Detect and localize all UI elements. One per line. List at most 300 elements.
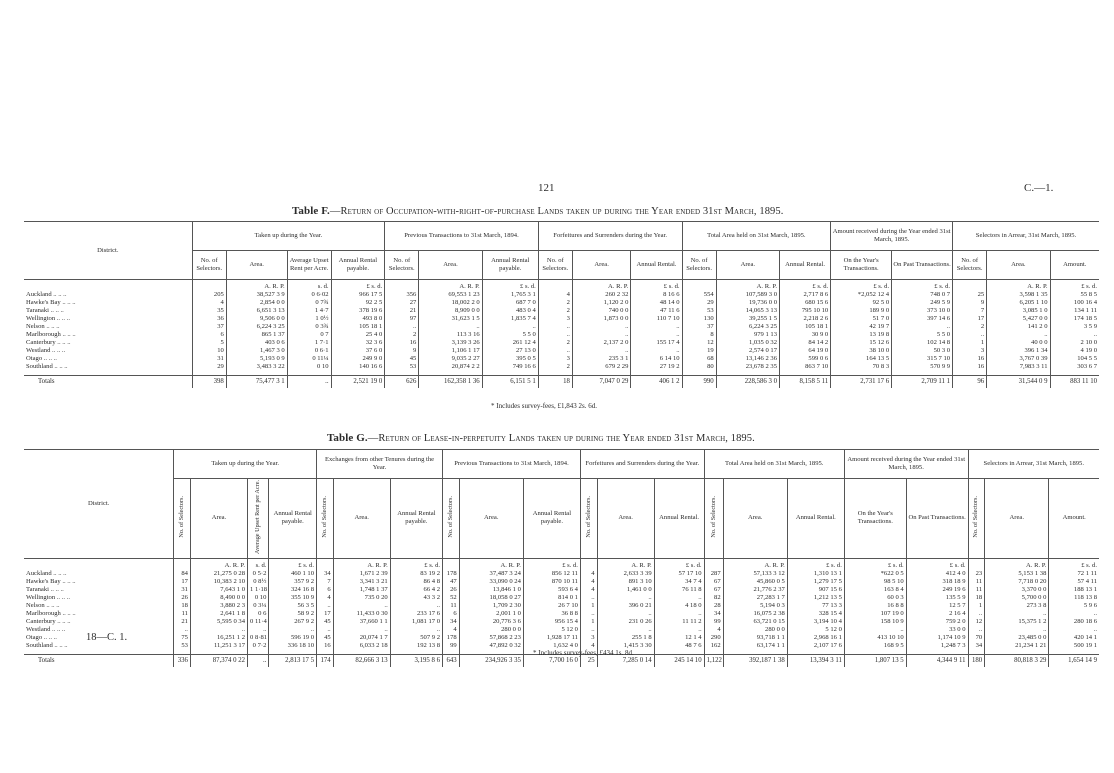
district-name: Canterbury .. .. .. [26, 339, 71, 346]
table-cell: 863 7 10 [780, 363, 831, 376]
column-header [317, 479, 334, 559]
table-cell: 1,035 0 32 [716, 339, 779, 347]
table-cell: 51 7 0 [831, 315, 892, 323]
table-cell: 420 14 1 [1049, 634, 1099, 642]
table-cell: 395 0 5 [482, 355, 538, 363]
table-cell: 2,641 1 8 [190, 610, 247, 618]
district-header: District. [24, 450, 174, 559]
table-cell: 7 [953, 307, 987, 315]
table-cell: 303 6 7 [1050, 363, 1099, 376]
table-cell: 14,065 3 13 [716, 307, 779, 315]
table-cell: 1,835 7 4 [482, 315, 538, 323]
table-cell: 29 [192, 363, 226, 376]
table-cell: 356 [385, 291, 419, 299]
table-cell: 162 [704, 642, 723, 655]
table-cell: 0 10 [287, 363, 331, 376]
totals-cell: .. [287, 376, 331, 389]
table-cell: 77 13 3 [787, 602, 844, 610]
table-cell: 3,767 0 39 [987, 355, 1050, 363]
column-header: On the Year's Transactions. [844, 479, 906, 559]
totals-cell: 990 [682, 376, 716, 389]
column-header: No. of Selectors. [953, 251, 987, 280]
column-header: Annual Rental. [631, 251, 682, 280]
column-header: Annual Rental payable. [269, 479, 317, 559]
table-f-title [292, 205, 784, 217]
totals-cell: 8,158 5 11 [780, 376, 831, 389]
table-row [24, 299, 1099, 307]
district-name: Marlborough .. .. .. [26, 609, 76, 617]
table-cell: 1 [953, 339, 987, 347]
totals-cell: 3,195 8 6 [390, 654, 442, 667]
district-name: Westland .. .. .. [26, 625, 66, 633]
district-name: Auckland .. .. .. [26, 291, 67, 298]
unit-cell [968, 558, 985, 570]
column-header [174, 479, 191, 559]
table-cell: 189 9 0 [831, 307, 892, 315]
table-cell: 36 [192, 315, 226, 323]
table-cell: 8,909 0 0 [419, 307, 482, 315]
table-cell: 57,133 3 12 [723, 570, 787, 578]
district-name: Nelson .. .. .. [26, 323, 60, 330]
table-cell: 3,880 2 3 [190, 602, 247, 610]
table-cell: 2 16 4 [906, 610, 968, 618]
totals-cell: 2,813 17 5 [269, 654, 317, 667]
table-cell: 3,598 1 35 [987, 291, 1050, 299]
table-cell: 856 12 11 [523, 570, 580, 578]
table-cell: .. [654, 626, 704, 634]
table-cell: 0 3¼ [248, 602, 269, 610]
table-cell: 0 11¼ [287, 355, 331, 363]
table-cell: 687 7 0 [482, 299, 538, 307]
unit-cell: A. R. P. [723, 558, 787, 570]
table-cell: 5 5 0 [892, 331, 953, 339]
table-cell: 1,106 1 17 [419, 347, 482, 355]
column-header: Area. [190, 479, 247, 559]
table-cell: 6 [317, 586, 334, 594]
table-cell: 4 [317, 594, 334, 602]
totals-cell: 13,394 3 11 [787, 654, 844, 667]
table-cell: 192 13 8 [390, 642, 442, 655]
district-name: Marlborough .. .. .. [26, 331, 76, 338]
table-cell: 11,251 3 17 [190, 642, 247, 655]
table-cell: 19,736 0 0 [716, 299, 779, 307]
table-cell: .. [1049, 626, 1099, 634]
table-cell: 500 19 1 [1049, 642, 1099, 655]
column-header: Annual Rental. [787, 479, 844, 559]
table-row [24, 610, 1099, 618]
table-cell: .. [580, 610, 597, 618]
table-cell: 158 10 9 [844, 618, 906, 626]
unit-cell: £ s. d. [906, 558, 968, 570]
table-cell: 0 6·1 [287, 347, 331, 355]
group-header: Selectors in Arrear, 31st March, 1895. [953, 222, 1099, 251]
totals-cell: 406 1 2 [631, 376, 682, 389]
table-row [24, 602, 1099, 610]
totals-cell: .. [248, 654, 269, 667]
table-cell: 134 1 11 [1050, 307, 1099, 315]
table-cell: 1,748 1 37 [333, 586, 390, 594]
totals-cell: 7,700 16 0 [523, 654, 580, 667]
table-cell: 8 16 6 [631, 291, 682, 299]
district-name: Wellington .. .. .. [26, 593, 70, 601]
totals-cell: 1,654 14 9 [1049, 654, 1099, 667]
column-header-text: No. of Selectors. [584, 496, 592, 538]
table-cell: .. [482, 323, 538, 331]
table-cell: 2 [953, 323, 987, 331]
table-cell: 403 0 6 [226, 339, 287, 347]
table-cell: 7 [317, 578, 334, 586]
table-cell: 40 0 0 [987, 339, 1050, 347]
table-cell: 0 3¾ [287, 323, 331, 331]
page-code: C.—1. [1024, 182, 1054, 194]
table-cell: 64 19 0 [780, 347, 831, 355]
table-cell: 0 6 [248, 610, 269, 618]
table-cell: 4 [538, 291, 572, 299]
unit-cell: A. R. P. [597, 558, 654, 570]
table-cell: 290 [704, 634, 723, 642]
table-cell: 52 [443, 594, 460, 602]
table-cell: 0 11·4 [248, 618, 269, 626]
table-cell: 5 12 0 [787, 626, 844, 634]
table-cell: 956 15 4 [523, 618, 580, 626]
table-cell: 26 [443, 586, 460, 594]
table-cell: 47 11 6 [631, 307, 682, 315]
table-cell: 0 6·02 [287, 291, 331, 299]
table-row [24, 626, 1099, 634]
table-cell: .. [390, 602, 442, 610]
table-cell: 23 [968, 570, 985, 578]
table-cell: 9,035 2 27 [419, 355, 482, 363]
table-row [24, 578, 1099, 586]
page-number: 121 [538, 182, 555, 194]
table-cell: 280 0 0 [459, 626, 523, 634]
unit-cell: £ s. d. [892, 280, 953, 292]
table-cell: 17 [317, 610, 334, 618]
table-cell: .. [654, 594, 704, 602]
table-cell: 735 0 20 [333, 594, 390, 602]
table-cell: 70 [968, 634, 985, 642]
unit-cell: A. R. P. [985, 558, 1049, 570]
table-cell: 1,461 0 0 [597, 586, 654, 594]
totals-cell: 2,709 11 1 [892, 376, 953, 389]
table-cell: .. [631, 331, 682, 339]
column-header: Area. [716, 251, 779, 280]
table-cell: 6,224 3 25 [716, 323, 779, 331]
table-cell: 599 0 6 [780, 355, 831, 363]
group-header: Forfeitures and Surrenders during the Year. [538, 222, 682, 251]
margin-page-code: 18—C. 1. [86, 632, 128, 643]
unit-cell: A. R. P. [572, 280, 630, 292]
table-cell: 1,310 13 1 [787, 570, 844, 578]
table-cell: 1,632 4 0 [523, 642, 580, 655]
table-cell: .. [631, 347, 682, 355]
table-cell: 15 12 6 [831, 339, 892, 347]
column-header-text: No. of Selectors. [320, 496, 328, 538]
table-cell: 155 17 4 [631, 339, 682, 347]
table-cell: 37 6 0 [331, 347, 385, 355]
unit-cell: £ s. d. [831, 280, 892, 292]
column-header: Average Upset Rent per Acre. [287, 251, 331, 280]
table-cell: 2,968 16 1 [787, 634, 844, 642]
table-cell: 45 [385, 355, 419, 363]
table-cell: 107,589 3 0 [716, 291, 779, 299]
table-cell: 135 5 9 [906, 594, 968, 602]
table-cell: 759 2 0 [906, 618, 968, 626]
table-cell: 23,678 2 35 [716, 363, 779, 376]
group-header: Previous Transactions to 31st March, 1894. [385, 222, 539, 251]
table-cell: *622 0 5 [844, 570, 906, 578]
table-row [24, 323, 1099, 331]
table-cell: 4 18 0 [654, 602, 704, 610]
table-cell: 80 [682, 363, 716, 376]
column-header: Annual Rental payable. [523, 479, 580, 559]
table-cell: 280 0 0 [723, 626, 787, 634]
table-cell: 38 10 0 [831, 347, 892, 355]
totals-cell: 75,477 3 1 [226, 376, 287, 389]
table-cell: 260 2 32 [572, 291, 630, 299]
column-header: Area. [419, 251, 482, 280]
table-cell: 267 9 2 [269, 618, 317, 626]
totals-cell: 174 [317, 654, 334, 667]
table-cell: 25 4 0 [331, 331, 385, 339]
unit-cell: £ s. d. [787, 558, 844, 570]
table-cell: 3 [953, 347, 987, 355]
unit-cell: A. R. P. [226, 280, 287, 292]
table-cell: 865 1 37 [226, 331, 287, 339]
table-cell: 315 7 10 [892, 355, 953, 363]
table-cell: 13 19 8 [831, 331, 892, 339]
unit-cell: A. R. P. [716, 280, 779, 292]
table-cell: 2,001 1 0 [459, 610, 523, 618]
table-cell: 26 [174, 594, 191, 602]
totals-cell: 626 [385, 376, 419, 389]
table-cell: .. [538, 323, 572, 331]
table-cell: 16 [953, 355, 987, 363]
table-cell: 56 3 5 [269, 602, 317, 610]
table-cell: 412 4 0 [906, 570, 968, 578]
table-cell: .. [968, 610, 985, 618]
table-cell: 21 [174, 618, 191, 626]
table-cell: 1,279 17 5 [787, 578, 844, 586]
table-cell: 5,427 0 0 [987, 315, 1050, 323]
table-cell: 17 [953, 315, 987, 323]
table-cell: 32 3 6 [331, 339, 385, 347]
table-cell: 4 [443, 626, 460, 634]
table-cell: 4 19 0 [1050, 347, 1099, 355]
totals-cell: 25 [580, 654, 597, 667]
unit-cell: £ s. d. [631, 280, 682, 292]
unit-cell [317, 558, 334, 570]
totals-cell: 7,285 0 14 [597, 654, 654, 667]
table-cell: .. [572, 323, 630, 331]
table-cell: 373 10 0 [892, 307, 953, 315]
table-cell: 66 4 2 [390, 586, 442, 594]
column-header-text: No. of Selectors. [446, 496, 454, 538]
column-header: Amount. [1050, 251, 1099, 280]
table-cell: 6,033 2 18 [333, 642, 390, 655]
table-g-title [327, 432, 755, 444]
table-cell: .. [190, 626, 247, 634]
table-cell: 38,527 3 9 [226, 291, 287, 299]
table-row [24, 634, 1099, 642]
table-cell: 1,415 3 30 [597, 642, 654, 655]
totals-cell: 1,122 [704, 654, 723, 667]
table-cell: 75 [174, 634, 191, 642]
table-cell: 67 [704, 578, 723, 586]
table-cell: 68 [682, 355, 716, 363]
table-cell: 5,700 0 0 [985, 594, 1049, 602]
district-name: Westland .. .. .. [26, 347, 66, 354]
table-cell: 2 10 0 [1050, 339, 1099, 347]
table-cell: 30 9 0 [780, 331, 831, 339]
table-cell: 140 16 6 [331, 363, 385, 376]
column-header: Annual Rental payable. [390, 479, 442, 559]
totals-cell: 643 [443, 654, 460, 667]
table-cell: 67 [704, 586, 723, 594]
table-cell: 72 1 11 [1049, 570, 1099, 578]
table-cell: 45 [317, 618, 334, 626]
table-cell: 37 [682, 323, 716, 331]
group-header: Exchanges from other Tenures during the Year. [317, 450, 443, 479]
table-f-footnote: * Includes survey-fees, £1,843 2s. 6d. [491, 402, 597, 410]
table-cell: 34 [317, 570, 334, 578]
table-cell: 328 15 4 [787, 610, 844, 618]
totals-cell: 228,586 3 0 [716, 376, 779, 389]
table-cell: 1 [580, 618, 597, 626]
table-cell: 105 18 1 [780, 323, 831, 331]
district-name: Auckland .. .. .. [26, 569, 67, 577]
totals-label: Totals [24, 376, 192, 389]
unit-cell: A. R. P. [987, 280, 1050, 292]
unit-cell [443, 558, 460, 570]
unit-cell [174, 558, 191, 570]
table-cell: 2,107 17 6 [787, 642, 844, 655]
table-cell: 2,717 8 6 [780, 291, 831, 299]
table-cell: 396 1 34 [987, 347, 1050, 355]
table-cell: 336 18 10 [269, 642, 317, 655]
units-row [24, 558, 1099, 570]
table-cell: .. [269, 626, 317, 634]
column-header: No. of Selectors. [538, 251, 572, 280]
unit-cell [385, 280, 419, 292]
column-header: Annual Rental payable. [482, 251, 538, 280]
column-header [580, 479, 597, 559]
unit-cell: £ s. d. [269, 558, 317, 570]
unit-cell: A. R. P. [333, 558, 390, 570]
group-header: Amount received during the Year ended 31st March, 1895. [844, 450, 968, 479]
table-cell: 48 7 6 [654, 642, 704, 655]
table-cell: 680 15 6 [780, 299, 831, 307]
totals-cell: 82,666 3 13 [333, 654, 390, 667]
table-cell: 0 5·2 [248, 570, 269, 578]
table-cell: 205 [192, 291, 226, 299]
table-cell: 749 16 6 [482, 363, 538, 376]
table-row [24, 331, 1099, 339]
table-cell: 63,174 1 1 [723, 642, 787, 655]
table-cell: 99 [443, 642, 460, 655]
table-cell: 84 [174, 570, 191, 578]
table-cell: 3 [538, 355, 572, 363]
group-header: Total Area held on 31st March, 1895. [682, 222, 831, 251]
table-cell: 1 7·1 [287, 339, 331, 347]
column-header-text: No. of Selectors. [972, 496, 980, 538]
table-cell: .. [390, 626, 442, 634]
totals-cell: 7,047 0 29 [572, 376, 630, 389]
table-cell: 249 5 9 [892, 299, 953, 307]
table-f-label: Table F. [292, 205, 330, 217]
district-name: Southland .. .. .. [26, 363, 68, 370]
table-cell: 507 9 2 [390, 634, 442, 642]
table-cell: 2,854 0 0 [226, 299, 287, 307]
column-header: Annual Rental. [780, 251, 831, 280]
table-cell: 570 9 9 [892, 363, 953, 376]
table-cell: 0 7·2 [248, 642, 269, 655]
table-cell: 16 [953, 363, 987, 376]
table-row [24, 347, 1099, 355]
unit-cell: £ s. d. [1050, 280, 1099, 292]
table-row [24, 339, 1099, 347]
table-cell: 21,275 0 28 [190, 570, 247, 578]
totals-cell: 162,358 1 36 [419, 376, 482, 389]
table-cell: 13,846 1 0 [459, 586, 523, 594]
table-cell: 164 13 5 [831, 355, 892, 363]
totals-cell: 18 [538, 376, 572, 389]
table-cell: 2,574 0 17 [716, 347, 779, 355]
table-cell: 27 [385, 299, 419, 307]
table-cell: 235 3 1 [572, 355, 630, 363]
table-cell: 2,137 2 0 [572, 339, 630, 347]
table-cell: 0 7¾ [287, 299, 331, 307]
table-g-title-text: —Return of Lease-in-perpetuity Lands taken up during the Year ended 31st March, 1895. [367, 433, 755, 444]
table-cell: 34 [704, 610, 723, 618]
table-cell: .. [844, 626, 906, 634]
table-cell: 99 [704, 618, 723, 626]
table-cell: 3,341 3 21 [333, 578, 390, 586]
table-cell: 287 [704, 570, 723, 578]
district-name: Canterbury .. .. .. [26, 617, 71, 625]
table-cell: 6,224 3 25 [226, 323, 287, 331]
totals-cell: 245 14 10 [654, 654, 704, 667]
district-name: Nelson .. .. .. [26, 601, 60, 609]
table-cell: 4 [580, 642, 597, 655]
column-header: No. of Selectors. [192, 251, 226, 280]
table-cell: 37 [192, 323, 226, 331]
table-cell: 4 [580, 578, 597, 586]
table-cell: 12 1 4 [654, 634, 704, 642]
table-cell: 33 0 0 [906, 626, 968, 634]
table-cell: 31 [174, 586, 191, 594]
table-cell: 50 3 0 [892, 347, 953, 355]
table-cell: 47 [443, 578, 460, 586]
group-header: Forfeitures and Surrenders during the Year. [580, 450, 704, 479]
table-cell: 413 10 10 [844, 634, 906, 642]
table-cell: .. [580, 594, 597, 602]
table-cell: 141 2 0 [987, 323, 1050, 331]
table-cell: .. [597, 626, 654, 634]
table-cell: 11 [443, 602, 460, 610]
table-cell: 748 0 7 [892, 291, 953, 299]
column-header-text: No. of Selectors. [178, 496, 186, 538]
table-cell: 9 [953, 299, 987, 307]
table-cell: 795 10 10 [780, 307, 831, 315]
table-cell: 1 1·18 [248, 586, 269, 594]
table-cell: 31,623 1 5 [419, 315, 482, 323]
totals-cell: 96 [953, 376, 987, 389]
table-cell: 104 5 5 [1050, 355, 1099, 363]
table-cell: 11,433 0 30 [333, 610, 390, 618]
totals-cell: 87,374 0 22 [190, 654, 247, 667]
table-row [24, 618, 1099, 626]
